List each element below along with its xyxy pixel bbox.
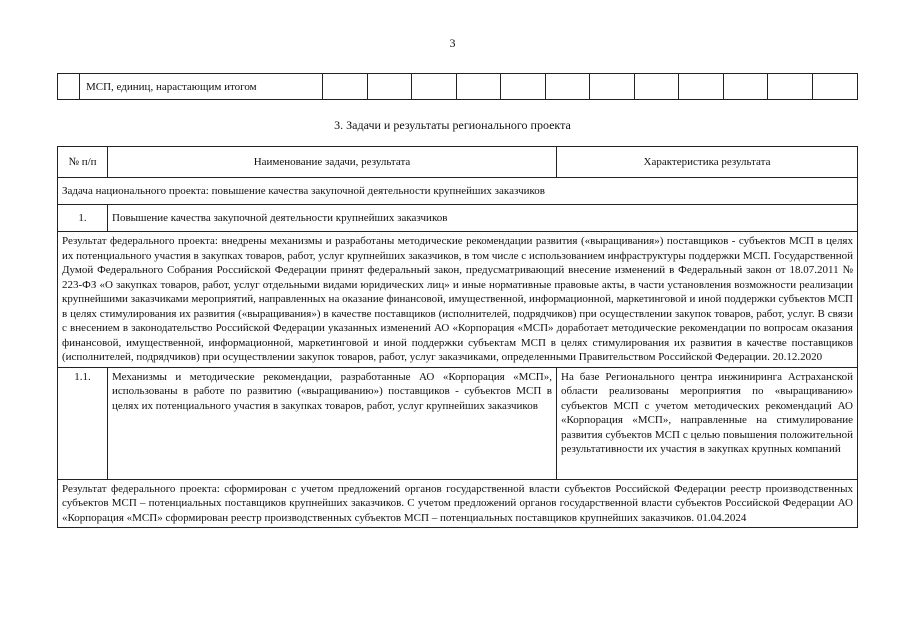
header-name: Наименование задачи, результата xyxy=(108,147,557,178)
table-cell xyxy=(412,74,457,100)
indicator-label: МСП, единиц, нарастающим итогом xyxy=(80,74,323,100)
table-cell xyxy=(501,74,546,100)
header-number: № п/п xyxy=(58,147,108,178)
table-cell xyxy=(768,74,813,100)
tasks-results-table xyxy=(57,146,858,528)
federal-result-row xyxy=(58,232,858,368)
header-row xyxy=(58,147,858,178)
result-characteristic: На базе Регионального центра инжиниринга Астраханской области реализованы мероприятия по «выращиванию» субъектов МСП с учетом методических рекомендаций АО «Корпорация «МСП», направленные на стимулирование развития субъектов МСП с целью повышения положительной результативности их участия в закупках крупных компаний xyxy=(557,367,858,479)
table-cell xyxy=(546,74,590,100)
table-cell xyxy=(323,74,368,100)
result-row xyxy=(58,367,858,479)
section-title: 3. Задачи и результаты регионального проекта xyxy=(334,118,571,132)
continuation-table xyxy=(57,73,858,100)
table-cell xyxy=(635,74,679,100)
task-name: Повышение качества закупочной деятельности крупнейших заказчиков xyxy=(108,205,858,232)
table-cell xyxy=(679,74,724,100)
federal-result-2: Результат федерального проекта: сформирован с учетом предложений органов государственной власти субъектов Российской Федерации реестр производственных субъектов МСП – потенциальных поставщиков крупнейших заказчиков. С учетом предложений органов государственной власти субъектов Российской Федерации АО «Корпорация «МСП» сформирован реестр производственных субъектов МСП – потенциальных поставщиков крупнейших заказчиков. 01.04.2024 xyxy=(58,479,858,528)
table-cell xyxy=(368,74,412,100)
page-number: 3 xyxy=(449,36,456,50)
result-number: 1.1. xyxy=(58,367,108,479)
federal-result-row xyxy=(58,479,858,528)
task-row xyxy=(58,205,858,232)
table-cell xyxy=(813,74,858,100)
table-cell xyxy=(590,74,635,100)
federal-result-1: Результат федерального проекта: внедрены механизмы и разработаны методические рекомендации развития («выращивания») поставщиков - субъектов МСП в целях их потенциального участия в закупках товаров, работ, услуг крупнейших заказчиков, в том числе с использованием инфраструктуры поддержки МСП. Государственной Думой Федерального Собрания Российской Федерации принят федеральный закон, предусматривающий внесение изменений в Федеральный закон от 18.07.2011 № 223-ФЗ «О закупках товаров, работ, услуг отдельными видами юридических лиц» и иные нормативные правовые акты, в части установления возможности реализации крупнейшими заказчиками мероприятий, направленных на оказание финансовой, имущественной, информационной, маркетинговой и иной поддержки субъектов МСП в целях стимулирования их развития («выращивания») в качестве поставщиков (исполнителей, подрядчиков) при осуществлении закупок товаров, работ, услуг. В связи с внесением в законодательство Российской Федерации указанных изменений АО «Корпорация «МСП» доработает методические рекомендации по вопросам оказания финансовой, имущественной, информационной, маркетинговой и иной поддержки субъектам МСП в целях стимулирования их развития в качестве поставщиков (исполнителей, подрядчиков) при осуществлении закупок товаров, работ, услуг заказчиками, определенными Правительством Российской Федерации. 20.12.2020 xyxy=(58,232,858,368)
table-row xyxy=(58,74,858,100)
table-cell xyxy=(58,74,80,100)
task-number: 1. xyxy=(58,205,108,232)
table-cell xyxy=(457,74,501,100)
table-cell xyxy=(724,74,768,100)
result-name: Механизмы и методические рекомендации, разработанные АО «Корпорация «МСП», использованы в работе по развитию («выращиванию») поставщиков - субъектов МСП в целях их потенциального участия в закупках товаров, работ, услуг крупнейших заказчиков xyxy=(108,367,557,479)
national-task-row xyxy=(58,178,858,205)
national-task: Задача национального проекта: повышение качества закупочной деятельности крупнейших заказчиков xyxy=(58,178,858,205)
header-characteristic: Характеристика результата xyxy=(557,147,858,178)
